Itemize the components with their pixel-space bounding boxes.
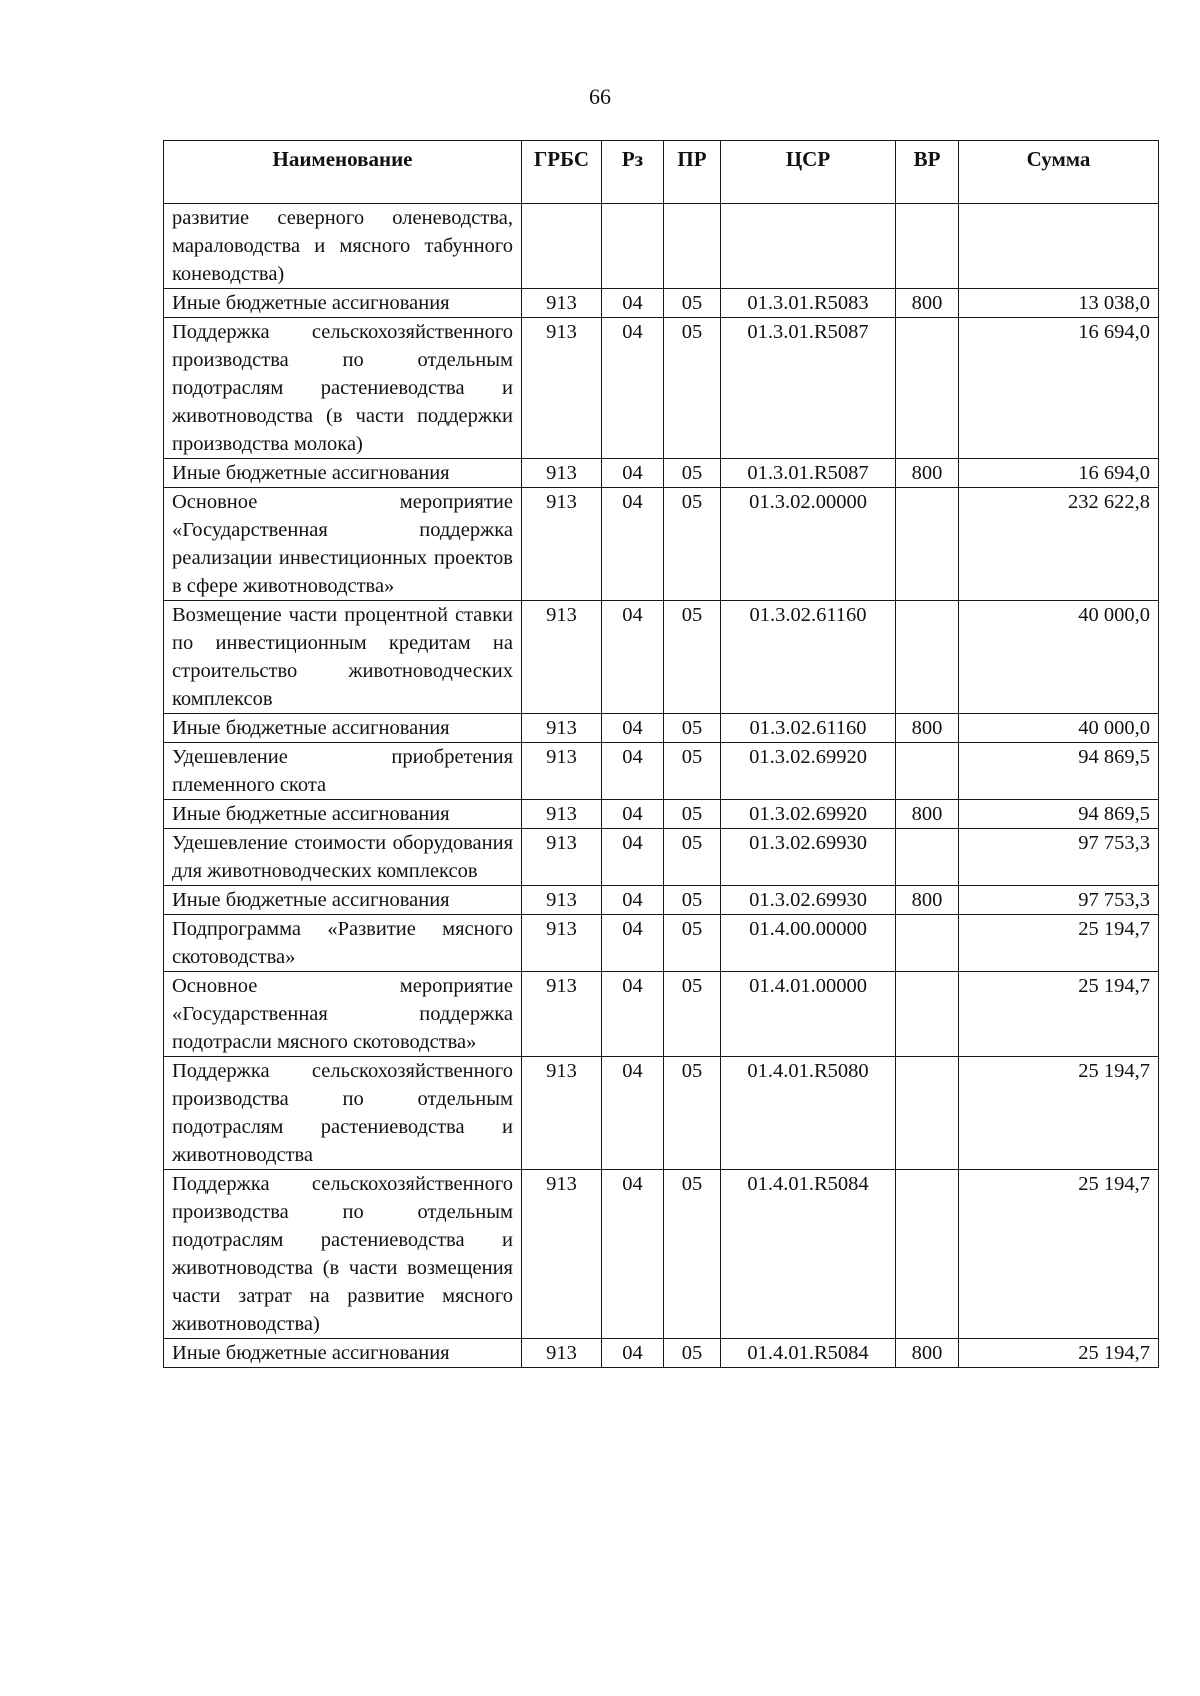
cell-grbs: 913 <box>522 459 602 488</box>
cell-sum: 16 694,0 <box>959 459 1159 488</box>
table-row <box>164 204 1159 289</box>
cell-sum <box>959 204 1159 289</box>
cell-grbs: 913 <box>522 800 602 829</box>
cell-csr: 01.4.01.00000 <box>721 972 896 1057</box>
cell-pr: 05 <box>664 488 721 601</box>
cell-sum: 25 194,7 <box>959 1339 1159 1368</box>
table-row <box>164 800 1159 829</box>
cell-vr <box>896 1057 959 1170</box>
cell-pr: 05 <box>664 829 721 886</box>
cell-sum: 25 194,7 <box>959 915 1159 972</box>
table-row <box>164 915 1159 972</box>
cell-pr: 05 <box>664 601 721 714</box>
cell-sum: 25 194,7 <box>959 1170 1159 1339</box>
page-number: 66 <box>589 84 611 109</box>
cell-grbs: 913 <box>522 743 602 800</box>
table-body <box>164 204 1159 1368</box>
cell-vr: 800 <box>896 289 959 318</box>
cell-pr: 05 <box>664 1170 721 1339</box>
cell-sum: 97 753,3 <box>959 886 1159 915</box>
table-row <box>164 488 1159 601</box>
cell-name: Иные бюджетные ассигнования <box>164 1339 522 1368</box>
cell-grbs: 913 <box>522 1170 602 1339</box>
cell-grbs: 913 <box>522 318 602 459</box>
cell-vr <box>896 829 959 886</box>
table-row <box>164 972 1159 1057</box>
header-csr: ЦСР <box>721 141 896 204</box>
table-row <box>164 459 1159 488</box>
cell-pr: 05 <box>664 915 721 972</box>
cell-name: Иные бюджетные ассигнования <box>164 800 522 829</box>
cell-rz: 04 <box>602 714 664 743</box>
cell-grbs: 913 <box>522 915 602 972</box>
header-name: Наименование <box>164 141 522 204</box>
cell-rz: 04 <box>602 488 664 601</box>
cell-csr: 01.3.02.00000 <box>721 488 896 601</box>
cell-csr <box>721 204 896 289</box>
table-row <box>164 1170 1159 1339</box>
cell-grbs: 913 <box>522 601 602 714</box>
cell-rz: 04 <box>602 318 664 459</box>
cell-pr: 05 <box>664 459 721 488</box>
cell-csr: 01.3.01.R5083 <box>721 289 896 318</box>
cell-sum: 232 622,8 <box>959 488 1159 601</box>
header-vr: ВР <box>896 141 959 204</box>
cell-pr: 05 <box>664 800 721 829</box>
cell-sum: 25 194,7 <box>959 972 1159 1057</box>
cell-grbs: 913 <box>522 972 602 1057</box>
cell-name: Основное мероприятие «Государственная поддержка подотрасли мясного скотоводства» <box>164 972 522 1057</box>
cell-name: Иные бюджетные ассигнования <box>164 714 522 743</box>
table-row <box>164 289 1159 318</box>
cell-sum: 94 869,5 <box>959 743 1159 800</box>
table-row <box>164 1339 1159 1368</box>
cell-rz: 04 <box>602 1057 664 1170</box>
cell-csr: 01.3.02.69930 <box>721 829 896 886</box>
cell-grbs: 913 <box>522 714 602 743</box>
cell-grbs: 913 <box>522 829 602 886</box>
cell-grbs: 913 <box>522 488 602 601</box>
cell-name: Иные бюджетные ассигнования <box>164 289 522 318</box>
table-header <box>164 141 1159 204</box>
cell-pr: 05 <box>664 318 721 459</box>
cell-name: Поддержка сельскохозяйственного производства по отдельным подотраслям растениеводства и животноводства (в части поддержки производства молока) <box>164 318 522 459</box>
cell-rz: 04 <box>602 915 664 972</box>
cell-vr: 800 <box>896 1339 959 1368</box>
cell-csr: 01.4.01.R5080 <box>721 1057 896 1170</box>
cell-vr <box>896 488 959 601</box>
cell-csr: 01.3.02.69920 <box>721 743 896 800</box>
cell-pr: 05 <box>664 743 721 800</box>
cell-name: Иные бюджетные ассигнования <box>164 459 522 488</box>
cell-csr: 01.4.01.R5084 <box>721 1339 896 1368</box>
table-row <box>164 743 1159 800</box>
cell-sum: 40 000,0 <box>959 714 1159 743</box>
cell-vr: 800 <box>896 459 959 488</box>
cell-csr: 01.4.01.R5084 <box>721 1170 896 1339</box>
cell-rz: 04 <box>602 743 664 800</box>
cell-vr <box>896 972 959 1057</box>
cell-vr <box>896 601 959 714</box>
cell-name: Удешевление приобретения племенного скота <box>164 743 522 800</box>
cell-csr: 01.3.01.R5087 <box>721 459 896 488</box>
cell-grbs <box>522 204 602 289</box>
cell-vr: 800 <box>896 714 959 743</box>
cell-rz: 04 <box>602 886 664 915</box>
cell-rz <box>602 204 664 289</box>
cell-sum: 40 000,0 <box>959 601 1159 714</box>
table-row <box>164 318 1159 459</box>
cell-sum: 13 038,0 <box>959 289 1159 318</box>
cell-name: Удешевление стоимости оборудования для животноводческих комплексов <box>164 829 522 886</box>
cell-rz: 04 <box>602 601 664 714</box>
cell-csr: 01.3.02.69930 <box>721 886 896 915</box>
cell-pr: 05 <box>664 886 721 915</box>
cell-csr: 01.3.01.R5087 <box>721 318 896 459</box>
cell-vr: 800 <box>896 886 959 915</box>
cell-name: Поддержка сельскохозяйственного производства по отдельным подотраслям растениеводства и животноводства <box>164 1057 522 1170</box>
cell-csr: 01.4.00.00000 <box>721 915 896 972</box>
cell-name: Подпрограмма «Развитие мясного скотоводства» <box>164 915 522 972</box>
cell-sum: 16 694,0 <box>959 318 1159 459</box>
cell-rz: 04 <box>602 1170 664 1339</box>
table-row <box>164 886 1159 915</box>
cell-grbs: 913 <box>522 886 602 915</box>
header-sum: Сумма <box>959 141 1159 204</box>
cell-name: развитие северного оленеводства, мараловодства и мясного табунного коневодства) <box>164 204 522 289</box>
table-row <box>164 829 1159 886</box>
cell-vr <box>896 204 959 289</box>
header-rz: Рз <box>602 141 664 204</box>
cell-pr: 05 <box>664 972 721 1057</box>
cell-rz: 04 <box>602 289 664 318</box>
cell-sum: 97 753,3 <box>959 829 1159 886</box>
cell-name: Иные бюджетные ассигнования <box>164 886 522 915</box>
cell-vr <box>896 743 959 800</box>
cell-rz: 04 <box>602 1339 664 1368</box>
cell-vr <box>896 318 959 459</box>
cell-rz: 04 <box>602 829 664 886</box>
cell-csr: 01.3.02.69920 <box>721 800 896 829</box>
table-row <box>164 601 1159 714</box>
cell-pr: 05 <box>664 714 721 743</box>
cell-name: Возмещение части процентной ставки по инвестиционным кредитам на строительство животноводческих комплексов <box>164 601 522 714</box>
cell-grbs: 913 <box>522 1057 602 1170</box>
cell-rz: 04 <box>602 800 664 829</box>
table-row <box>164 1057 1159 1170</box>
cell-name: Поддержка сельскохозяйственного производства по отдельным подотраслям растениеводства и животноводства (в части возмещения части затрат на развитие мясного животноводства) <box>164 1170 522 1339</box>
header-pr: ПР <box>664 141 721 204</box>
cell-pr: 05 <box>664 289 721 318</box>
cell-sum: 94 869,5 <box>959 800 1159 829</box>
cell-pr: 05 <box>664 1057 721 1170</box>
cell-pr: 05 <box>664 1339 721 1368</box>
cell-csr: 01.3.02.61160 <box>721 714 896 743</box>
cell-rz: 04 <box>602 459 664 488</box>
cell-vr <box>896 1170 959 1339</box>
cell-pr <box>664 204 721 289</box>
header-grbs: ГРБС <box>522 141 602 204</box>
cell-rz: 04 <box>602 972 664 1057</box>
cell-grbs: 913 <box>522 289 602 318</box>
cell-grbs: 913 <box>522 1339 602 1368</box>
cell-sum: 25 194,7 <box>959 1057 1159 1170</box>
cell-vr <box>896 915 959 972</box>
cell-vr: 800 <box>896 800 959 829</box>
cell-csr: 01.3.02.61160 <box>721 601 896 714</box>
table-row <box>164 714 1159 743</box>
cell-name: Основное мероприятие «Государственная поддержка реализации инвестиционных проектов в сфере животноводства» <box>164 488 522 601</box>
budget-table <box>163 140 1159 1368</box>
header-row <box>164 141 1159 204</box>
